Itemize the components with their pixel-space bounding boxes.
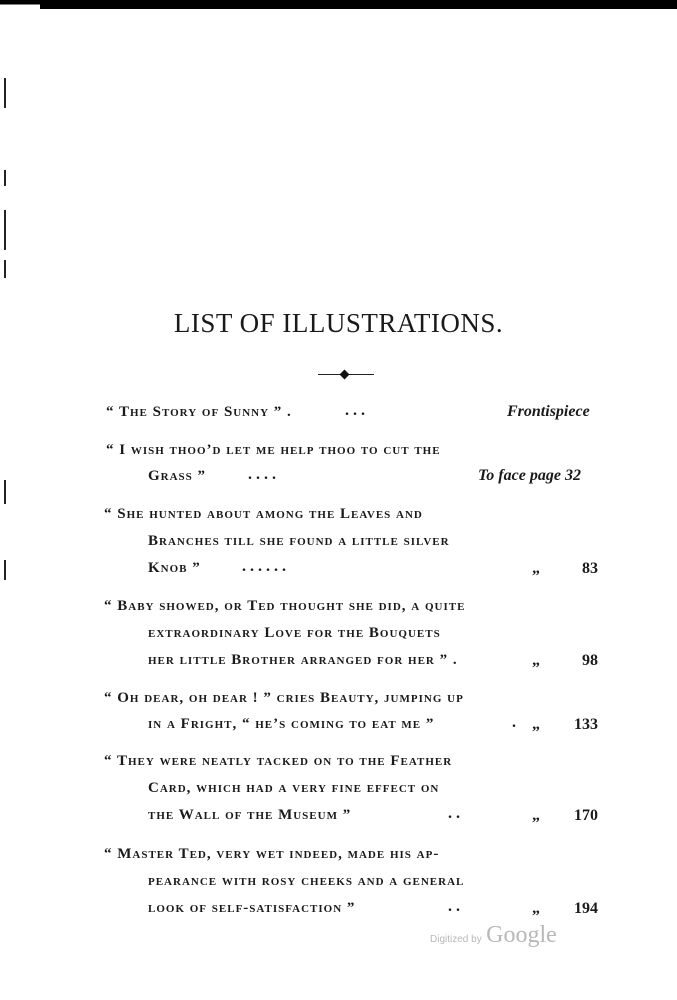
entry-caption: “ Oh dear, oh dear ! ” cries Beauty, jumping up	[104, 690, 464, 706]
entry-caption: “ The Story of Sunny ” .	[106, 404, 292, 420]
dot-leader: . . . . . .	[242, 558, 286, 575]
page-number: 98	[582, 652, 598, 669]
dot-leader: .	[512, 714, 516, 731]
entry-caption: extraordinary Love for the Bouquets	[148, 625, 441, 641]
entry-caption: “ Baby showed, or Ted thought she did, a quite	[104, 598, 466, 614]
digitization-watermark	[430, 922, 557, 949]
ditto-mark: „	[532, 652, 540, 669]
dot-leader: . .	[448, 898, 460, 915]
entry-caption: “ I wish thoo’d let me help thoo to cut the	[106, 442, 441, 458]
entry-caption: Knob ”	[148, 560, 201, 576]
entry-caption: Card, which had a very fine effect on	[148, 780, 440, 796]
watermark-brand: Google	[486, 922, 557, 948]
page-title: LIST OF ILLUSTRATIONS.	[173, 308, 504, 338]
dot-leader: . . . .	[248, 466, 276, 483]
page-reference: Frontispiece	[507, 403, 590, 420]
page-number: 83	[582, 560, 598, 577]
ditto-mark: „	[532, 900, 540, 917]
entry-caption: in a Fright, “ he’s coming to eat me ”	[148, 716, 435, 732]
entry-caption: her little Brother arranged for her ” .	[148, 652, 458, 668]
ditto-mark: „	[532, 716, 540, 733]
entry-caption: “ She hunted about among the Leaves and	[104, 506, 423, 522]
title-ornament	[318, 370, 374, 380]
entry-caption: “ They were neatly tacked on to the Feather	[104, 753, 453, 769]
page-number: 133	[574, 716, 598, 733]
margin-scan-marks	[0, 60, 10, 620]
entry-caption: look of self-satisfaction ”	[148, 900, 356, 916]
page-top-edge	[0, 0, 677, 8]
entry-caption: the Wall of the Museum ”	[148, 807, 352, 823]
page-reference: To face page 32	[478, 467, 581, 484]
watermark-prefix: Digitized by	[430, 934, 482, 945]
ditto-mark: „	[532, 807, 540, 824]
dot-leader: . .	[448, 805, 460, 822]
entry-caption: Branches till she found a little silver	[148, 533, 450, 549]
page-number: 170	[574, 807, 598, 824]
entry-caption: “ Master Ted, very wet indeed, made his ap-	[104, 846, 440, 862]
ditto-mark: „	[532, 560, 540, 577]
entry-caption: pearance with rosy cheeks and a general	[148, 873, 465, 889]
entry-caption: Grass ”	[148, 468, 207, 484]
dot-leader: . . .	[345, 402, 365, 419]
page-number: 194	[574, 900, 598, 917]
